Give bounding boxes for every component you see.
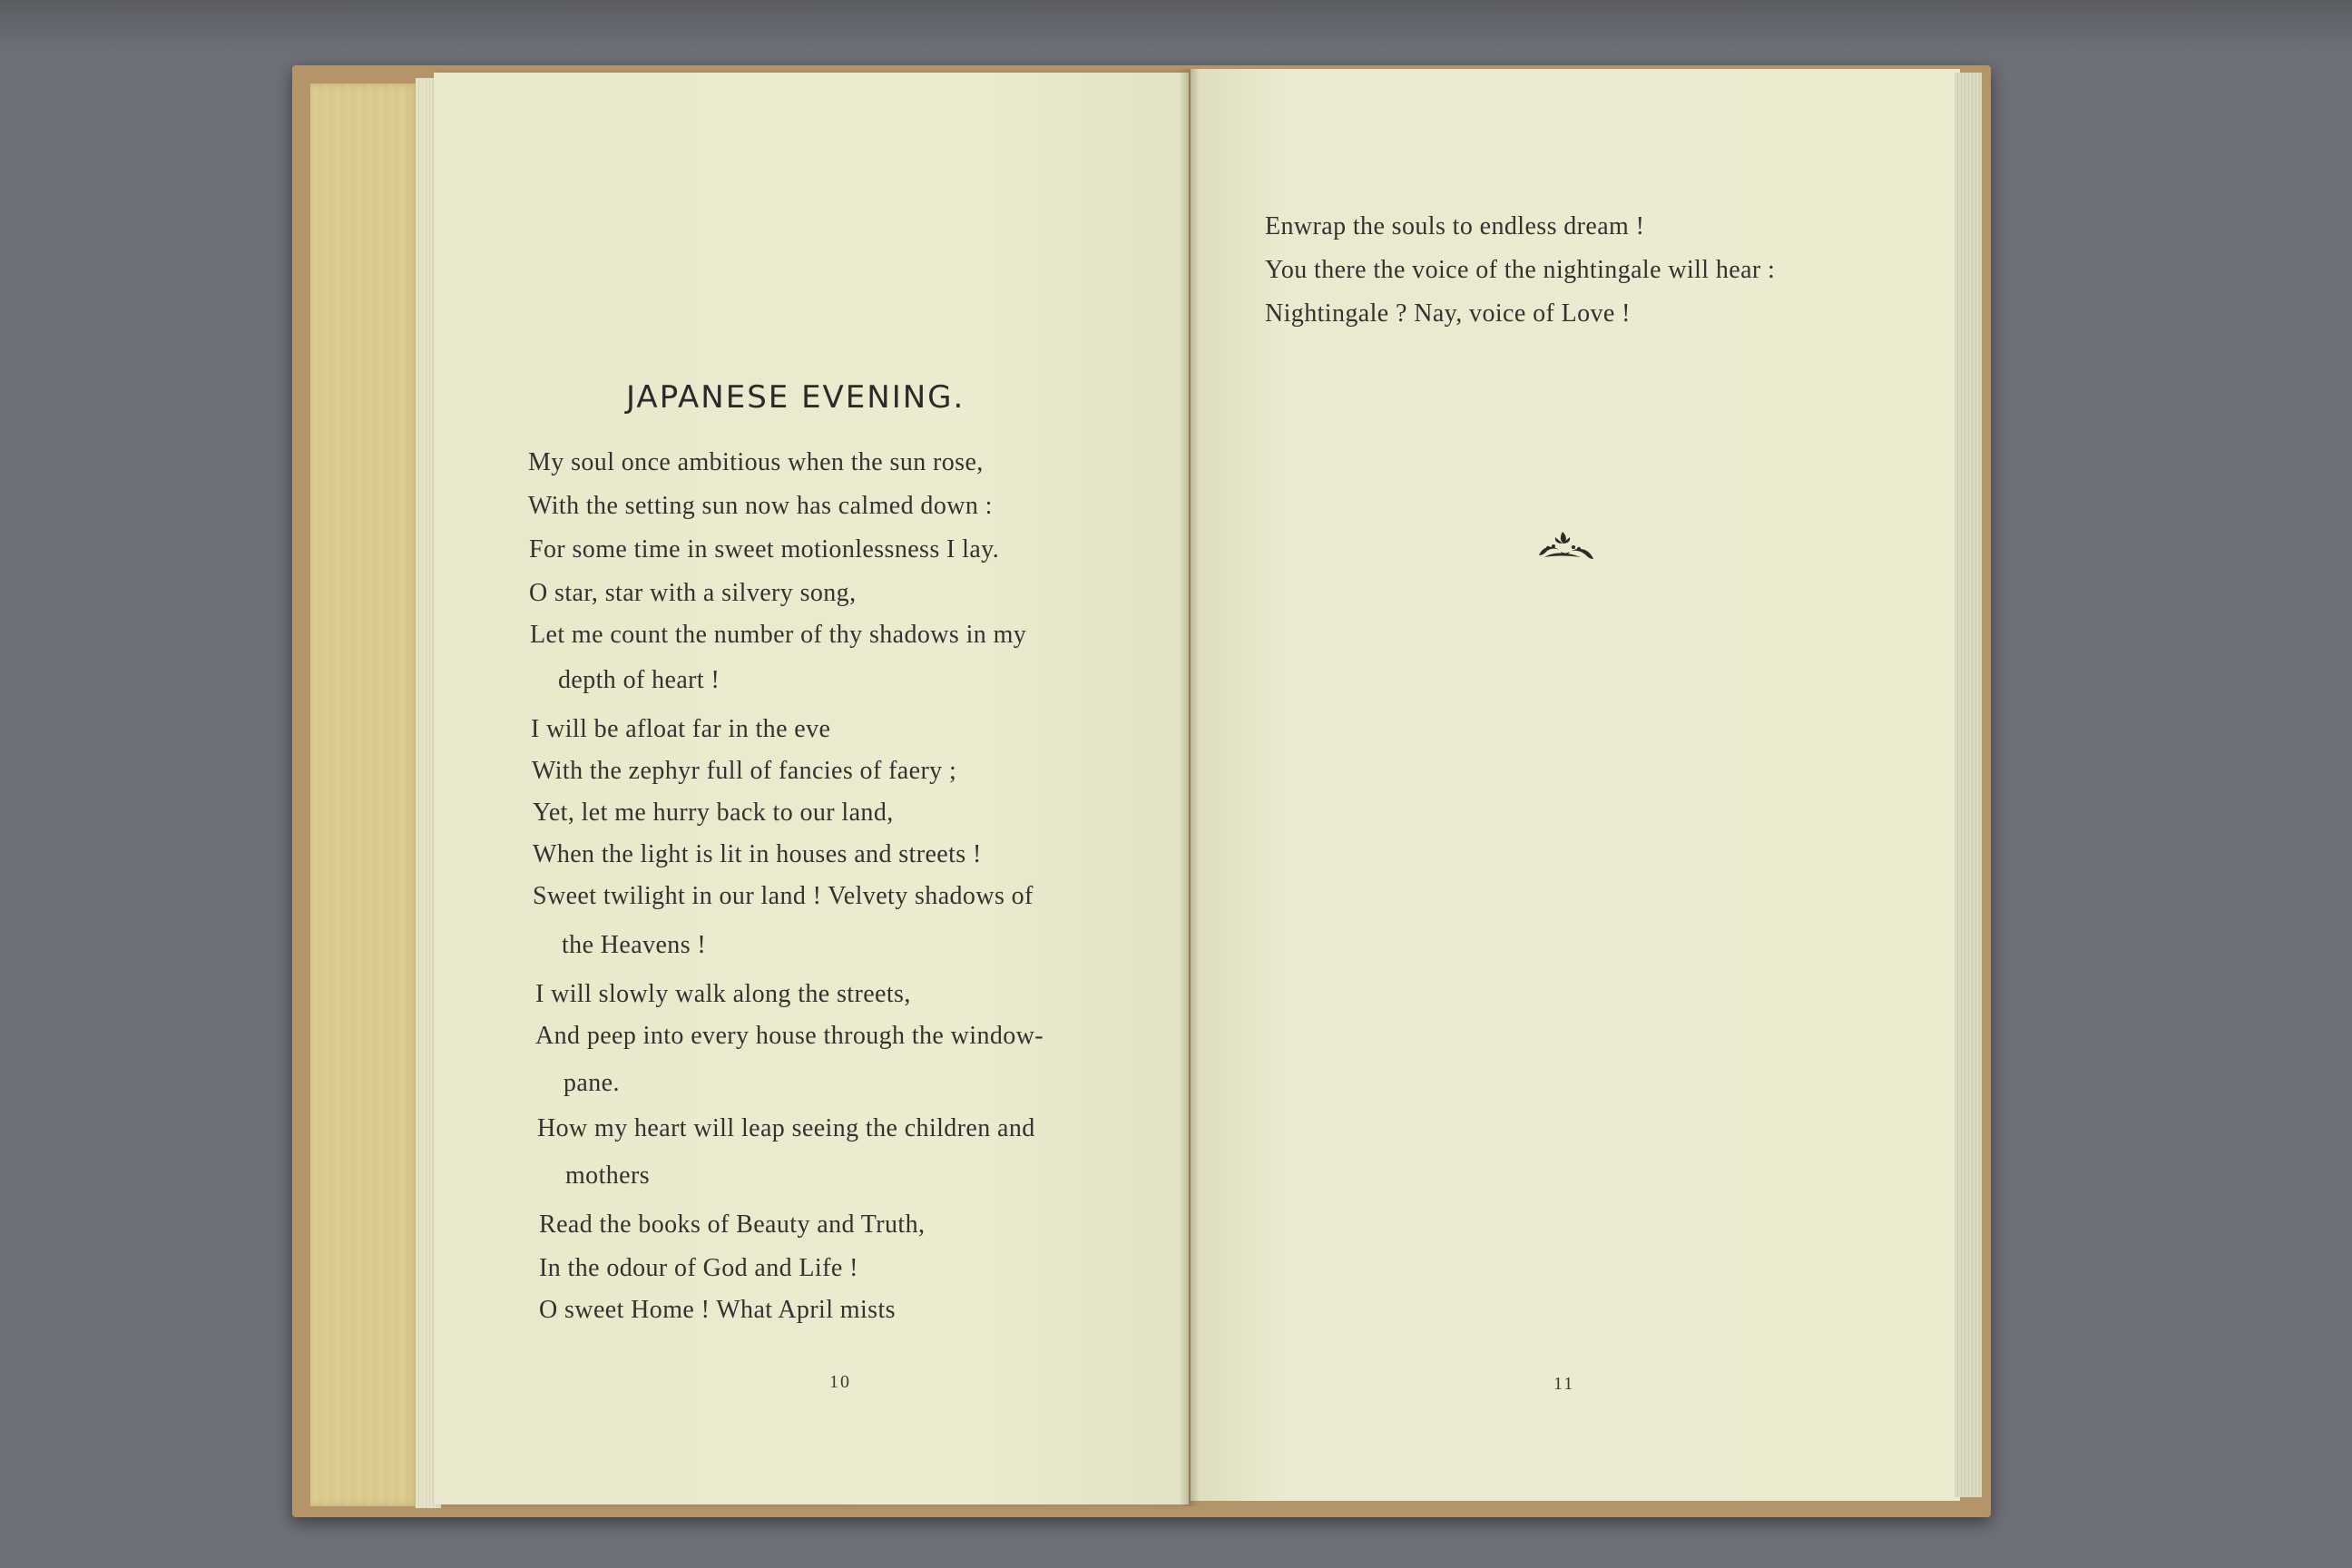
- poem-line-continuation: the Heavens !: [562, 931, 707, 959]
- poem-line: Sweet twilight in our land ! Velvety shadows of: [533, 882, 1034, 910]
- poem-line: For some time in sweet motionlessness I lay.: [529, 535, 1000, 564]
- poem-line: Read the books of Beauty and Truth,: [539, 1210, 926, 1239]
- endpaper: [310, 83, 417, 1506]
- poem-line-continuation: depth of heart !: [558, 666, 720, 694]
- poem-line: How my heart will leap seeing the children and: [537, 1114, 1035, 1142]
- poem-line: And peep into every house through the window-: [535, 1022, 1044, 1050]
- poem-line: With the setting sun now has calmed down :: [528, 492, 993, 520]
- poem-line: My soul once ambitious when the sun rose,: [528, 448, 984, 476]
- poem-line: O star, star with a silvery song,: [529, 579, 857, 607]
- floral-ornament-icon: [1535, 528, 1597, 564]
- poem-line: Yet, let me hurry back to our land,: [533, 799, 894, 827]
- poem-line: I will be afloat far in the eve: [531, 715, 831, 743]
- page-number: 10: [829, 1372, 851, 1392]
- poem-line: Let me count the number of thy shadows in my: [530, 621, 1027, 649]
- poem-line: You there the voice of the nightingale will hear :: [1265, 256, 1776, 284]
- poem-line: O sweet Home ! What April mists: [539, 1296, 896, 1324]
- poem-line: Nightingale ? Nay, voice of Love !: [1265, 299, 1631, 328]
- book-gutter: [1180, 69, 1200, 1506]
- poem-line-continuation: pane.: [564, 1069, 620, 1097]
- page-number: 11: [1553, 1374, 1575, 1394]
- poem-line: When the light is lit in houses and streets !: [533, 840, 982, 868]
- page-edges-right: [1955, 73, 1982, 1497]
- poem-title: JAPANESE EVENING.: [626, 379, 965, 416]
- left-page: [434, 73, 1189, 1504]
- poem-line: In the odour of God and Life !: [539, 1254, 858, 1282]
- poem-line: With the zephyr full of fancies of faery ;: [532, 757, 957, 785]
- poem-line: I will slowly walk along the streets,: [535, 980, 911, 1008]
- poem-line: Enwrap the souls to endless dream !: [1265, 212, 1645, 240]
- poem-line-continuation: mothers: [565, 1161, 651, 1190]
- scan-background: [0, 0, 2352, 54]
